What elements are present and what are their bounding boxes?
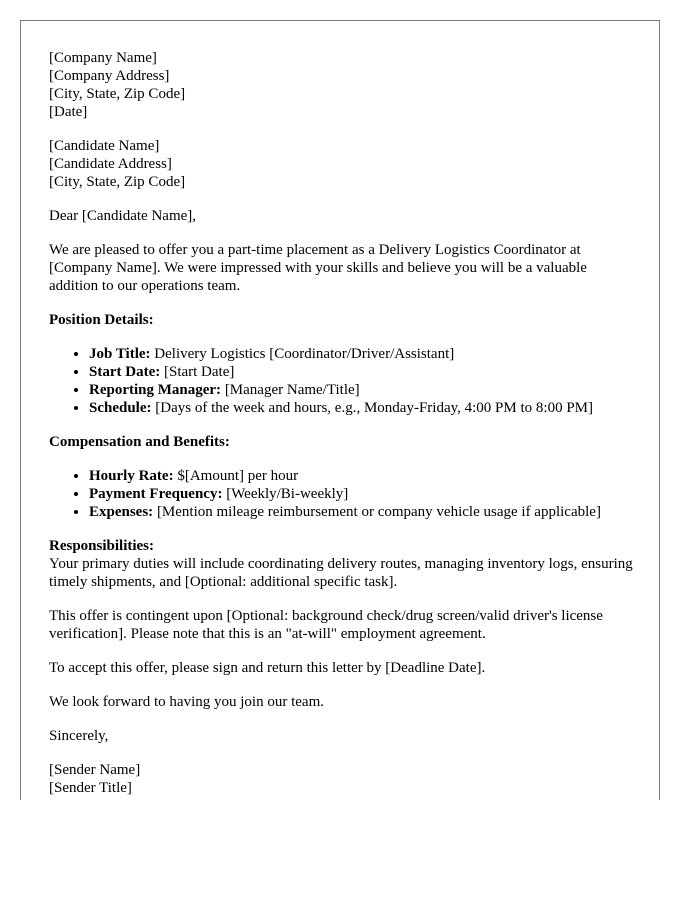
- item-value: [Manager Name/Title]: [221, 382, 360, 398]
- list-item: [89, 485, 634, 503]
- item-value: [Days of the week and hours, e.g., Monday-Friday, 4:00 PM to 8:00 PM]: [151, 400, 593, 416]
- item-value: [Weekly/Bi-weekly]: [222, 486, 349, 502]
- compensation-heading: Compensation and Benefits:: [49, 434, 230, 450]
- item-label: Start Date:: [89, 364, 161, 380]
- intro-paragraph: We are pleased to offer you a part-time placement as a Delivery Logistics Coordinator at [Company Name]. We were impressed with your skills and believe you will be a valuable addition to our operations team.: [49, 242, 587, 294]
- sender-title: [Sender Title]: [49, 780, 132, 796]
- item-value: $[Amount] per hour: [173, 468, 299, 484]
- company-name: [Company Name]: [49, 50, 157, 66]
- position-details-heading: Position Details:: [49, 312, 154, 328]
- list-item: [89, 345, 634, 363]
- item-label: Reporting Manager:: [89, 382, 222, 398]
- item-label: Job Title:: [89, 346, 151, 362]
- list-item: [89, 467, 634, 485]
- list-item: [89, 381, 634, 399]
- salutation: Dear [Candidate Name],: [49, 208, 197, 224]
- compensation-list: [49, 467, 634, 521]
- letter-date: [Date]: [49, 104, 88, 120]
- company-city-state-zip: [City, State, Zip Code]: [49, 86, 186, 102]
- responsibilities-heading: Responsibilities:: [49, 538, 155, 554]
- item-label: Expenses:: [89, 504, 154, 520]
- list-item: [89, 363, 634, 381]
- list-item: [89, 503, 634, 521]
- letter-page: [20, 20, 660, 800]
- sign-off: Sincerely,: [49, 728, 109, 744]
- letter-content: [49, 49, 634, 800]
- acceptance-paragraph: To accept this offer, please sign and return this letter by [Deadline Date].: [49, 660, 486, 676]
- candidate-address: [Candidate Address]: [49, 156, 172, 172]
- signature-block: [49, 761, 634, 797]
- candidate-city-state-zip: [City, State, Zip Code]: [49, 174, 186, 190]
- candidate-name: [Candidate Name]: [49, 138, 160, 154]
- position-details-list: [49, 345, 634, 417]
- item-value: Delivery Logistics [Coordinator/Driver/Assistant]: [150, 346, 455, 362]
- sender-block: [49, 49, 634, 121]
- recipient-block: [49, 137, 634, 191]
- item-label: Schedule:: [89, 400, 152, 416]
- contingency-paragraph: This offer is contingent upon [Optional: background check/drug screen/valid driver's license verification]. Please note that this is an "at-will" employment agreement.: [49, 608, 603, 642]
- list-item: [89, 399, 634, 417]
- responsibilities-section: [49, 537, 634, 591]
- item-value: [Mention mileage reimbursement or company vehicle usage if applicable]: [153, 504, 601, 520]
- item-label: Payment Frequency:: [89, 486, 223, 502]
- closing-line: We look forward to having you join our team.: [49, 694, 324, 710]
- company-address: [Company Address]: [49, 68, 170, 84]
- sender-name: [Sender Name]: [49, 762, 141, 778]
- item-label: Hourly Rate:: [89, 468, 174, 484]
- responsibilities-text: Your primary duties will include coordinating delivery routes, managing inventory logs, ensuring timely shipments, and [Optional: additional specific task].: [49, 556, 633, 590]
- item-value: [Start Date]: [160, 364, 235, 380]
